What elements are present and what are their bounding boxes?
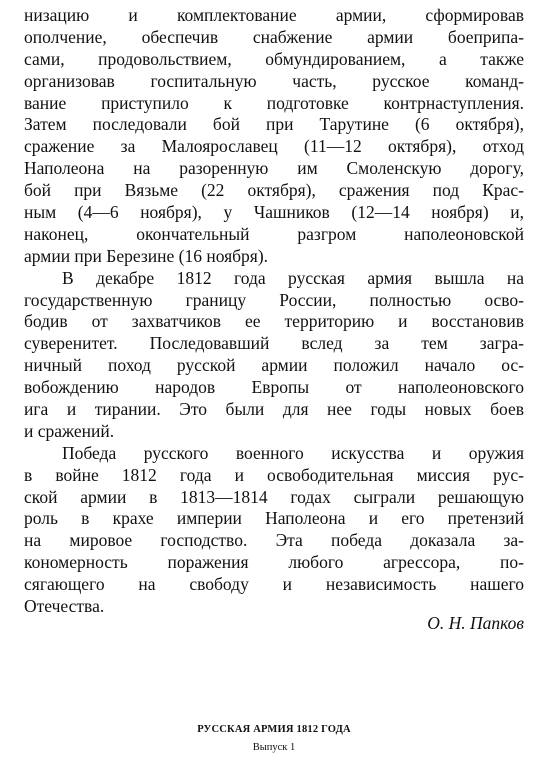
text-line: и сражений. (24, 420, 115, 441)
text-line: вобождению народов Европы от наполеоновского (24, 377, 524, 398)
footer-title: РУССКАЯ АРМИЯ 1812 ГОДА (197, 724, 351, 735)
text-line: Отечества. (24, 596, 105, 617)
text-line: В декабре 1812 года русская армия вышла на (62, 267, 524, 288)
text-line: Победа русского военного искусства и оружия (62, 442, 524, 463)
text-line: ской армии в 1813—1814 годах сыграли решающую (24, 486, 524, 507)
text-line: бодив от захватчиков ее территорию и восстановив (24, 311, 524, 332)
text-line: сражение за Малоярославец (11—12 октября), отход (24, 136, 524, 157)
text-line: ополчение, обеспечив снабжение армии боеприпа- (24, 26, 524, 47)
paragraph-1 (24, 5, 524, 268)
text-line: в войне 1812 года и освободительная миссия рус- (24, 464, 524, 485)
paragraph-2 (24, 268, 524, 443)
text-line: на мировое господство. Эта победа доказала за- (24, 530, 524, 551)
paragraph-3 (24, 443, 524, 618)
text-line: низацию и комплектование армии, сформировав (24, 5, 524, 25)
author-signature: О. Н. Папков (427, 613, 524, 633)
text-line: роль в крахе империи Наполеона и его претензий (24, 508, 524, 529)
text-line: бой при Вязьме (22 октября), сражения под Крас- (24, 180, 524, 201)
text-line: ным (4—6 ноября), у Чашников (12—14 ноября) и, (24, 202, 524, 223)
text-line: кономерность поражения любого агрессора, по- (24, 552, 524, 573)
footer-issue: Выпуск 1 (252, 742, 296, 753)
text-line: сягающего на свободу и независимость нашего (24, 574, 524, 595)
text-line: ига и тирании. Это были для нее годы новых боев (24, 399, 524, 420)
text-line: организовав госпитальную часть, русское команд- (24, 70, 524, 91)
text-line: вание приступило к подготовке контрнаступления. (24, 92, 524, 113)
body-text (24, 5, 524, 618)
text-line: армии при Березине (16 ноября). (24, 245, 269, 266)
text-line: ничный поход русской армии положил начало ос- (24, 355, 524, 376)
text-line: суверенитет. Последовавший вслед за тем загра- (24, 333, 524, 354)
text-line: наконец, окончательный разгром наполеоновской (24, 223, 524, 244)
text-line: Затем последовали бой при Тарутине (6 октября), (24, 114, 524, 135)
text-line: сами, продовольствием, обмундированием, а также (24, 48, 524, 69)
text-line: Наполеона на разоренную им Смоленскую дорогу, (24, 158, 524, 179)
text-line: государственную границу России, полностью осво- (24, 289, 524, 310)
